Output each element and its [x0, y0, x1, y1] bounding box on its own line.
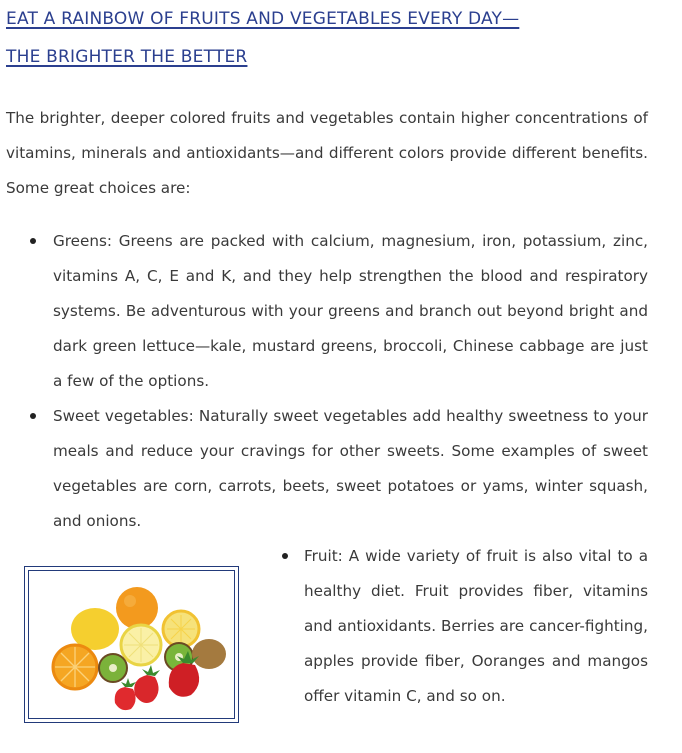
list-item-greens	[0, 224, 648, 399]
sweet-vegetables-text: Sweet vegetables: Naturally sweet vegetables add healthy sweetness to your meals and reduce your cravings for other sweets. Some examples of sweet vegetables are corn, carrots, beets, sweet potatoes or yams, winter squash, and onions.	[53, 407, 648, 530]
list-item-fruit	[304, 539, 648, 714]
heading-line-2: THE BRIGHTER THE BETTER	[6, 47, 248, 67]
greens-text: Greens: Greens are packed with calcium, magnesium, iron, potassium, zinc, vitamins A, C, E and K, and they help strengthen the blood and respiratory systems. Be adventurous with your greens and branch out beyond bright and dark green lettuce—kale, mustard greens, broccoli, Chinese cabbage are just a few of the options.	[53, 232, 648, 390]
fruit-illustration	[29, 571, 234, 718]
bullet-icon	[30, 238, 36, 244]
bullet-icon	[30, 413, 36, 419]
fruit-text: Fruit: A wide variety of fruit is also vital to a healthy diet. Fruit provides fiber, vitamins and antioxidants. Berries are cancer-fighting, apples provide fiber, Ooranges and mangos offer vitamin C, and so on.	[304, 547, 648, 705]
bullet-icon	[282, 553, 288, 559]
list-item-sweet-vegetables	[0, 399, 648, 539]
choices-list	[0, 224, 648, 539]
fruit-image-frame	[24, 566, 239, 723]
heading-line-1: EAT A RAINBOW OF FRUITS AND VEGETABLES EVERY DAY—	[6, 9, 520, 29]
intro-paragraph: The brighter, deeper colored fruits and vegetables contain higher concentrations of vitamins, minerals and antioxidants—and different colors provide different benefits. Some great choices are:	[6, 109, 648, 197]
fruit-image	[28, 570, 235, 719]
